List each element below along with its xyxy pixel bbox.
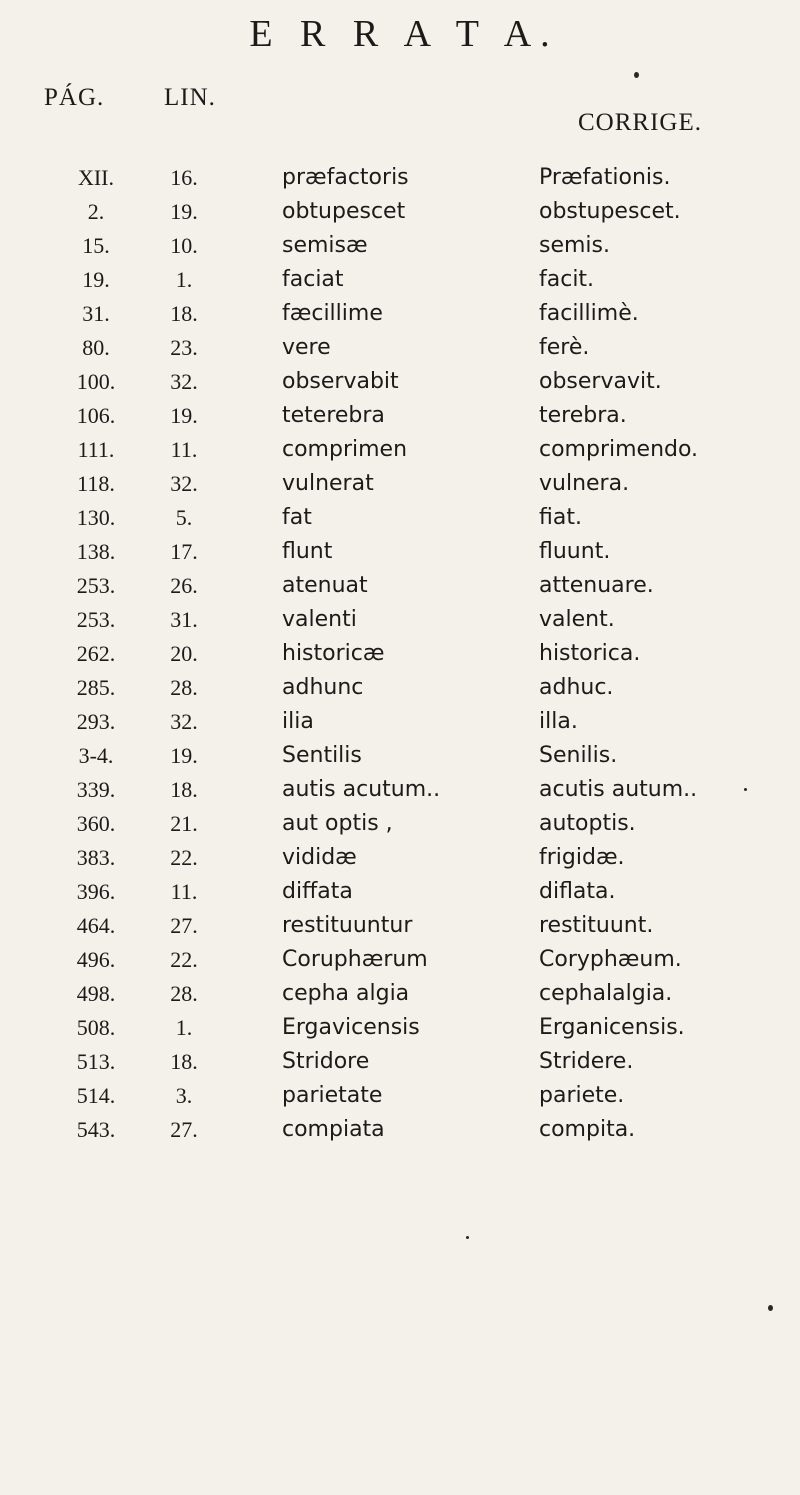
errata-row <box>0 773 800 807</box>
line-number: 11. <box>170 879 198 904</box>
correction-text: ferè. <box>539 335 590 360</box>
header-pag: PÁG. <box>44 84 105 111</box>
erratum-text: diffata <box>282 879 353 904</box>
correction-text: terebra. <box>539 403 627 428</box>
page-number: 496. <box>76 947 116 972</box>
correction-text: restituunt. <box>539 913 654 938</box>
page-number: 513. <box>76 1049 116 1074</box>
errata-row <box>0 705 800 739</box>
erratum-text: comprimen <box>282 437 408 462</box>
page-number: 100. <box>76 369 116 394</box>
errata-table <box>0 161 800 1147</box>
correction-text: adhuc. <box>539 675 614 700</box>
page-number: 3-4. <box>78 743 114 768</box>
erratum-text: flunt <box>282 539 333 564</box>
correction-text: cephalalgia. <box>539 981 673 1006</box>
correction-text: Præfationis. <box>539 165 671 190</box>
errata-row <box>0 841 800 875</box>
line-number: 18. <box>170 777 198 802</box>
page-number: 253. <box>76 573 116 598</box>
errata-row <box>0 875 800 909</box>
line-number: 11. <box>170 437 198 462</box>
page-number: 15. <box>82 233 110 258</box>
erratum-text: autis acutum.. <box>282 777 441 802</box>
errata-row <box>0 569 800 603</box>
errata-row <box>0 399 800 433</box>
line-number: 32. <box>170 709 198 734</box>
correction-text: facit. <box>539 267 595 292</box>
correction-text: Stridere. <box>539 1049 634 1074</box>
page-number: 396. <box>76 879 116 904</box>
errata-row <box>0 229 800 263</box>
errata-row <box>0 195 800 229</box>
errata-row <box>0 467 800 501</box>
correction-text: facillimè. <box>539 301 639 326</box>
errata-row <box>0 1079 800 1113</box>
line-number: 28. <box>170 981 198 1006</box>
line-number: 26. <box>170 573 198 598</box>
correction-text: frigidæ. <box>539 845 625 870</box>
correction-text: obstupescet. <box>539 199 681 224</box>
erratum-text: cepha algia <box>282 981 410 1006</box>
errata-row <box>0 637 800 671</box>
errata-row <box>0 909 800 943</box>
erratum-text: vulnerat <box>282 471 374 496</box>
paper-speck <box>634 72 639 78</box>
correction-text: Senilis. <box>539 743 618 768</box>
erratum-text: teterebra <box>282 403 385 428</box>
errata-row <box>0 365 800 399</box>
erratum-text: atenuat <box>282 573 368 598</box>
line-number: 28. <box>170 675 198 700</box>
page-number: 464. <box>76 913 116 938</box>
line-number: 31. <box>170 607 198 632</box>
correction-text: comprimendo. <box>539 437 699 462</box>
page-number: 293. <box>76 709 116 734</box>
erratum-text: aut optis , <box>282 811 393 836</box>
errata-row <box>0 1011 800 1045</box>
header-corrige: CORRIGE. <box>578 109 702 136</box>
erratum-text: adhunc <box>282 675 364 700</box>
line-number: 27. <box>170 1117 198 1142</box>
line-number: 17. <box>170 539 198 564</box>
line-number: 23. <box>170 335 198 360</box>
page-number: 19. <box>82 267 110 292</box>
line-number: 22. <box>170 947 198 972</box>
page-number: 80. <box>82 335 110 360</box>
page-number: 111. <box>77 437 115 462</box>
line-number: 3. <box>175 1083 193 1108</box>
line-number: 19. <box>170 743 198 768</box>
errata-row <box>0 603 800 637</box>
line-number: 20. <box>170 641 198 666</box>
correction-text: vulnera. <box>539 471 630 496</box>
correction-text: acutis autum.. <box>539 777 698 802</box>
correction-text: Coryphæum. <box>539 947 682 972</box>
erratum-text: observabit <box>282 369 399 394</box>
erratum-text: vere <box>282 335 331 360</box>
page-number: 130. <box>76 505 116 530</box>
erratum-text: parietate <box>282 1083 383 1108</box>
line-number: 10. <box>170 233 198 258</box>
erratum-text: obtupescet <box>282 199 406 224</box>
erratum-text: restituuntur <box>282 913 413 938</box>
errata-row <box>0 535 800 569</box>
erratum-text: Stridore <box>282 1049 370 1074</box>
page-number: 118. <box>77 471 115 496</box>
line-number: 32. <box>170 369 198 394</box>
line-number: 19. <box>170 403 198 428</box>
errata-row <box>0 331 800 365</box>
correction-text: valent. <box>539 607 615 632</box>
erratum-text: Sentilis <box>282 743 362 768</box>
erratum-text: fat <box>282 505 312 530</box>
errata-row <box>0 739 800 773</box>
errata-row <box>0 977 800 1011</box>
errata-row <box>0 943 800 977</box>
erratum-text: Coruphærum <box>282 947 428 972</box>
page-number: 2. <box>87 199 105 224</box>
correction-text: pariete. <box>539 1083 625 1108</box>
erratum-text: compiata <box>282 1117 385 1142</box>
correction-text: attenuare. <box>539 573 654 598</box>
page-number: 383. <box>76 845 116 870</box>
page-number: 106. <box>76 403 116 428</box>
line-number: 16. <box>170 165 198 190</box>
correction-text: fiat. <box>539 505 582 530</box>
page-number: 138. <box>76 539 116 564</box>
erratum-text: semisæ <box>282 233 368 258</box>
correction-text: observavit. <box>539 369 662 394</box>
errata-row <box>0 1113 800 1147</box>
erratum-text: vididæ <box>282 845 357 870</box>
page-number: 514. <box>76 1083 116 1108</box>
line-number: 1. <box>175 267 193 292</box>
line-number: 18. <box>170 1049 198 1074</box>
erratum-text: historicæ <box>282 641 385 666</box>
errata-row <box>0 433 800 467</box>
erratum-text: valenti <box>282 607 357 632</box>
errata-row <box>0 671 800 705</box>
correction-text: compita. <box>539 1117 636 1142</box>
line-number: 22. <box>170 845 198 870</box>
page-number: XII. <box>77 165 115 190</box>
page-title: E R R A T A. <box>249 13 559 55</box>
erratum-text: faciat <box>282 267 344 292</box>
line-number: 5. <box>175 505 193 530</box>
erratum-text: Ergavicensis <box>282 1015 420 1040</box>
header-lin: LIN. <box>164 84 216 111</box>
page-number: 262. <box>76 641 116 666</box>
errata-row <box>0 161 800 195</box>
correction-text: illa. <box>539 709 578 734</box>
errata-row <box>0 807 800 841</box>
correction-text: historica. <box>539 641 641 666</box>
line-number: 21. <box>170 811 198 836</box>
errata-row <box>0 263 800 297</box>
erratum-text: præfactoris <box>282 165 409 190</box>
line-number: 1. <box>175 1015 193 1040</box>
page-number: 498. <box>76 981 116 1006</box>
errata-row <box>0 297 800 331</box>
page-number: 543. <box>76 1117 116 1142</box>
correction-text: Erganicensis. <box>539 1015 685 1040</box>
line-number: 19. <box>170 199 198 224</box>
erratum-text: ilia <box>282 709 314 734</box>
line-number: 18. <box>170 301 198 326</box>
line-number: 27. <box>170 913 198 938</box>
erratum-text: fæcillime <box>282 301 383 326</box>
correction-text: fluunt. <box>539 539 611 564</box>
correction-text: semis. <box>539 233 610 258</box>
page-number: 253. <box>76 607 116 632</box>
paper-speck <box>744 788 747 791</box>
line-number: 32. <box>170 471 198 496</box>
correction-text: autoptis. <box>539 811 636 836</box>
errata-row <box>0 501 800 535</box>
page-number: 339. <box>76 777 116 802</box>
paper-speck <box>466 1236 469 1239</box>
page-number: 31. <box>82 301 110 326</box>
errata-row <box>0 1045 800 1079</box>
correction-text: diflata. <box>539 879 616 904</box>
page-number: 360. <box>76 811 116 836</box>
page-number: 508. <box>76 1015 116 1040</box>
paper-speck <box>768 1305 773 1311</box>
page-number: 285. <box>76 675 116 700</box>
